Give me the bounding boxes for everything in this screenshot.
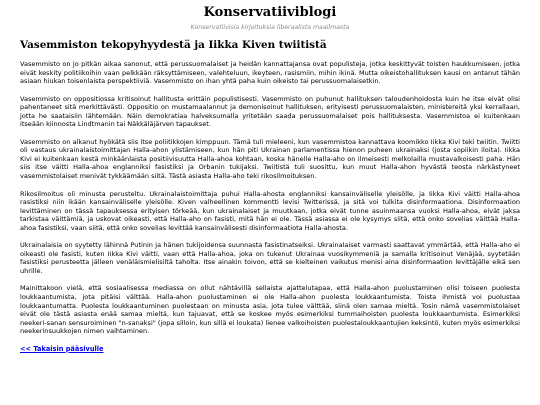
post-paragraph: Vasemmisto on jo pitkän aikaa sanonut, että perussuomalaiset ja heidän kannattajansa ovat populisteja, jotka keskittyvät toisten haukkumiseen, jotka eivät keskity politiikoihin vaan pelkkään räksyttämiseen, valehteluun, ikeyteen, rasismiin, mihin ikinä. Mutta oikeistohallituksen kausi on antanut tähän asiaan hiukan toisenlaista perspektiiviä. Vasemmisto on ihan yhtä paha kuin oikeisto tai perussuomalaisetkin. xyxy=(20,60,520,86)
post-paragraph: Vasemmisto on alkanut hyökätä siis itse poliitikkojen kimppuun. Tämä tuli mieleeni, kun vasemmistoa kannattava koomikko Iikka Kivi teki twiitin. Twiitti oli vastaus ukrainalaistoimittajan Halla-ahon ylistämiseen, kun hän piti Ukrainan parlamentissa hienon puheen ukrainaksi (josta sopiikin iloita). Iikka Kivi ei kuitenkaan kestä minkäänlaista positiivisuutta Halla-ahoa kohtaan, koska hänelle Halla-aho on ilmeisesti melkolailla mustavalkoisesti paha. Hän siis itse väitti Halla-ahoa englanniksi fasistiksi ja Orbanin tukijaksi. Twiitistä tuli suosittu, kun muut Halla-ahon hyvästä teosta närkästyneet vasemmistolaiset menivät tykkäämään siitä. Tästä asiasta Halla-aho teki rikosilmoituksen. xyxy=(20,137,520,181)
site-tagline: Konservatiivisia kirjoituksia liberaalista maailmasta xyxy=(190,24,350,31)
post-paragraph: Mainittakoon vielä, että sosiaalisessa mediassa on ollut nähtävillä sellaista ajattelutapaa, että Halla-ahon puolustaminen olisi toiseen puolesta loukkaantumista, jota pitäisi välttää. Halla-ahon puolustaminen ei ole Halla-ahon puolesta loukkaantumista. Toista ihmistä voi puolustaa loukkaantumatta. Puolesta loukkaantuminen puolestaan on minusta asia, jota tulee välttää, siinä olen samaa mieltä. Tosin nämä vasemmistolaiset eivät ole tästä asiasta enää samaa mieltä, kun tajuavat, että se koskee myös esimerkiksi tummaihoisten puolesta loukkaantumista. Esimerkiksi neekeri-sanan sensuroiminen "n-sanaksi" (jopa silloin, kun sillä ei loukata) lienee valkoihoisten puolestaloukkaantujien keksintö, kuten myös esimerkiksi neekerinsuukkojen nimen vaihtaminen. xyxy=(20,284,520,336)
post-content xyxy=(0,39,540,355)
post-title: Vasemmiston tekopyhyydestä ja Iikka Kiven twiitistä xyxy=(20,39,327,51)
site-header xyxy=(0,0,540,32)
post-paragraph: Vasemmisto on oppositiossa kritisoinut hallitusta erittäin populistisesti. Vasemmisto on puhunut hallituksen taloudenhoidosta kuin he itse eivät olisi pahentaneet sitä merkittävästi. Oppositio on mustamaalannut ja demonisoinut hallituksen, erityisesti perussuomalaisten, ministereitä yksi kerrallaan, jotta he saataisiin lähtemään. Näin demokratiaa halveksumalla yritetään saada perussuomalaiset pois hallituksesta. Vasemmistoa ei kuitenkaan itseään kiinnosta Lindtmanin tai Näkkäläjärven tapaukset. xyxy=(20,94,520,129)
post-paragraph: Rikosilmoitus oli minusta perusteltu. Ukrainalaistoimittaja puhui Halla-ahosta englanniksi kansainväliselle yleisölle, ja Iikka Kivi väitti Halla-ahoa rasistiksi niin ikään kansainväliselle yleisölle. Kiven valheellinen kommentti levisi Twitterissä, ja sitä voi tulkita disinformaationa. Disinformaation levittäminen on tässä tapauksessa erityisen törkeää, kun ukrainalaiset ja muutkaan, jotka eivät tunne asuinmaansa vuoksi Halla-ahoa, eivät jaksa tarkistaa väittämiä, ja uskovat oikeasti, että Halla-aho on fasisti, mitä hän ei ole. Tässä asiassa ei ole kysymys siitä, että onko sovelias väittää Halla-ahoa fasistiksi, vaan siitä, että onko sovelias levittää kansainvälisesti disinformaatiota Halla-ahosta. xyxy=(20,189,520,232)
site-title: Konservatiiviblogi xyxy=(203,5,337,20)
back-to-main-link[interactable]: << Takaisin pääsivulle xyxy=(20,344,104,353)
post-paragraph: Ukrainalaisia on syytetty lähinnä Putinin ja hänen tukijoidensa suunnasta fasistinatseiksi. Ukrainalaiset varmasti saattavat ymmärtää, että Halla-aho ei oikeasti ole fasisti, kuten Iikka Kivi väitti, vaan että Halla-ahoa, joka on tukenut Ukrainaa vuosikymmeniä ja samalla kritisoinut Venäjää, syytetään fasistiksi perusteetta jälleen venäläismielisiltä taholta. Itse ainakin toivon, että se kielteinen vaikutus menisi aina disinformaation levittäjälle eikä sen uhrille. xyxy=(20,241,520,275)
